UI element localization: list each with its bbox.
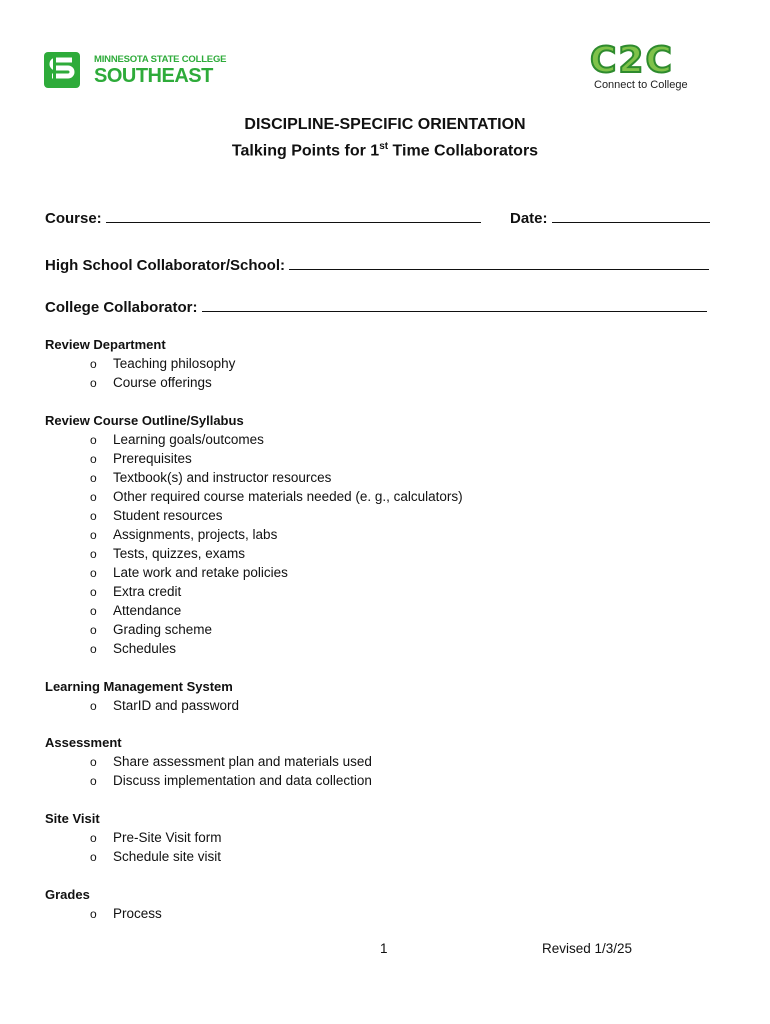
section-heading: Learning Management System xyxy=(45,679,233,694)
list-item xyxy=(90,489,463,504)
list-item-text: Schedules xyxy=(113,641,177,656)
subtitle-part2: Time Collaborators xyxy=(388,142,539,160)
course-field[interactable] xyxy=(45,208,481,227)
document-title: DISCIPLINE-SPECIFIC ORIENTATION xyxy=(244,116,526,133)
list-item-text: Prerequisites xyxy=(113,451,192,466)
bullet-icon: o xyxy=(90,774,97,788)
hs-collaborator-field[interactable] xyxy=(45,255,709,274)
hs-collaborator-label: High School Collaborator/School: xyxy=(45,257,285,274)
date-label: Date: xyxy=(510,210,548,227)
list-item-text: Pre-Site Visit form xyxy=(113,830,222,845)
list-item-text: Extra credit xyxy=(113,584,182,599)
college-logo-line2: SOUTHEAST xyxy=(94,65,213,87)
list-item-text: Tests, quizzes, exams xyxy=(113,546,246,561)
bullet-icon: o xyxy=(90,566,97,580)
list-item-text: Student resources xyxy=(113,508,223,523)
date-field[interactable] xyxy=(510,208,710,227)
list-item xyxy=(90,527,277,542)
bullet-icon: o xyxy=(90,831,97,845)
bullet-icon: o xyxy=(90,528,97,542)
bullet-icon: o xyxy=(90,452,97,466)
bullet-icon: o xyxy=(90,547,97,561)
college-collaborator-label: College Collaborator: xyxy=(45,299,198,316)
list-item-text: Process xyxy=(113,906,162,921)
revision-date: Revised 1/3/25 xyxy=(542,941,633,956)
list-item xyxy=(90,603,181,618)
bullet-icon: o xyxy=(90,604,97,618)
list-item-text: Grading scheme xyxy=(113,622,213,637)
subtitle-part1: Talking Points for 1 xyxy=(231,142,380,160)
c2c-logo-mark: C2C xyxy=(590,40,674,81)
list-item xyxy=(90,622,212,637)
list-item xyxy=(90,546,245,561)
subtitle-superscript: st xyxy=(379,141,389,152)
list-item xyxy=(90,906,162,921)
date-line[interactable] xyxy=(552,208,710,223)
college-logo-line1: MINNESOTA STATE COLLEGE xyxy=(94,54,227,65)
course-line[interactable] xyxy=(106,208,481,223)
hs-collaborator-line[interactable] xyxy=(289,255,709,270)
c2c-logo-tagline: Connect to College xyxy=(594,79,688,91)
section-heading: Review Department xyxy=(45,337,166,352)
bullet-icon: o xyxy=(90,623,97,637)
document-subtitle xyxy=(0,141,770,160)
c2c-logo xyxy=(590,40,720,94)
list-item xyxy=(90,830,222,845)
list-item-text: StarID and password xyxy=(113,698,240,713)
list-item-text: Late work and retake policies xyxy=(113,565,288,580)
bullet-icon: o xyxy=(90,755,97,769)
list-item xyxy=(90,584,181,599)
list-item xyxy=(90,641,176,656)
list-item-text: Discuss implementation and data collection xyxy=(113,773,372,788)
section-heading: Assessment xyxy=(45,735,122,750)
list-item xyxy=(90,754,372,769)
bullet-icon: o xyxy=(90,509,97,523)
list-item-text: Teaching philosophy xyxy=(113,356,236,371)
list-item xyxy=(90,565,288,580)
list-item xyxy=(90,432,264,447)
list-item xyxy=(90,470,331,485)
list-item-text: Course offerings xyxy=(113,375,212,390)
section-heading: Site Visit xyxy=(45,811,100,826)
list-item-text: Assignments, projects, labs xyxy=(113,527,278,542)
list-item-text: Learning goals/outcomes xyxy=(113,432,264,447)
bullet-icon: o xyxy=(90,699,97,713)
college-collaborator-field[interactable] xyxy=(45,297,707,316)
section-heading: Review Course Outline/Syllabus xyxy=(45,413,244,428)
section-heading: Grades xyxy=(45,887,90,902)
bullet-icon: o xyxy=(90,376,97,390)
bullet-icon: o xyxy=(90,585,97,599)
list-item xyxy=(90,698,239,713)
list-item xyxy=(90,356,235,371)
bullet-icon: o xyxy=(90,850,97,864)
course-label: Course: xyxy=(45,210,102,227)
college-collaborator-line[interactable] xyxy=(202,297,707,312)
bullet-icon: o xyxy=(90,471,97,485)
bullet-icon: o xyxy=(90,907,97,921)
list-item-text: Other required course materials needed (e. g., calculators) xyxy=(113,489,463,504)
list-item-text: Schedule site visit xyxy=(113,849,222,864)
list-item xyxy=(90,375,212,390)
bullet-icon: o xyxy=(90,490,97,504)
list-item-text: Textbook(s) and instructor resources xyxy=(113,470,332,485)
list-item-text: Share assessment plan and materials used xyxy=(113,754,372,769)
bullet-icon: o xyxy=(90,357,97,371)
list-item-text: Attendance xyxy=(113,603,182,618)
list-item xyxy=(90,508,223,523)
list-item xyxy=(90,451,192,466)
bullet-icon: o xyxy=(90,642,97,656)
college-logo xyxy=(44,50,227,90)
page-number: 1 xyxy=(380,941,388,956)
bullet-icon: o xyxy=(90,433,97,447)
list-item xyxy=(90,773,372,788)
list-item xyxy=(90,849,221,864)
